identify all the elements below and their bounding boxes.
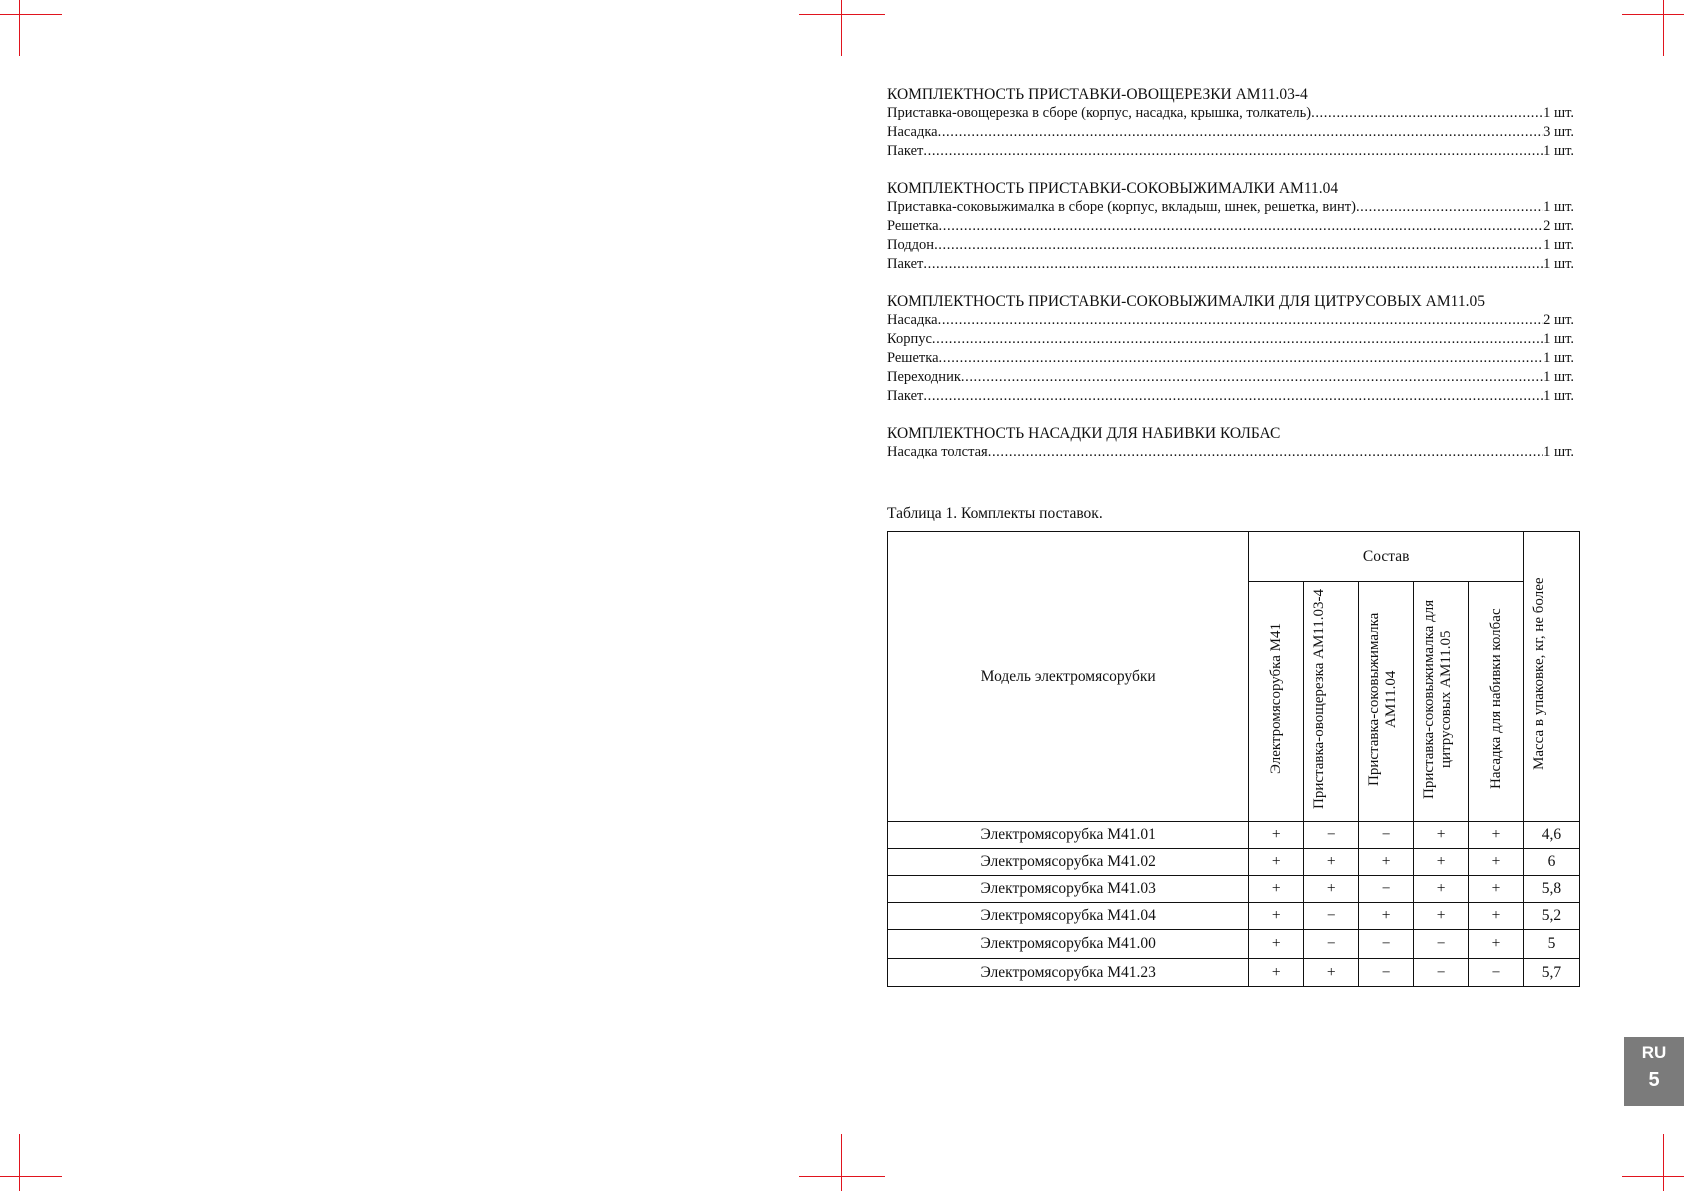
completeness-lists	[887, 85, 1574, 480]
list-item: Поддон ..... 1 шт.	[887, 236, 1574, 255]
section-sausage-nozzle	[887, 424, 1574, 462]
column-header: Приставка-соковыжималка АМ11.04	[1359, 582, 1414, 822]
section-title: КОМПЛЕКТНОСТЬ ПРИСТАВКИ-СОКОВЫЖИМАЛКИ АМ11.04	[887, 180, 1339, 197]
list-item: Пакет ..... 1 шт.	[887, 255, 1574, 274]
section-title: КОМПЛЕКТНОСТЬ ПРИСТАВКИ-ОВОЩЕРЕЗКИ АМ11.03-4	[887, 86, 1308, 103]
column-header: Приставка-овощерезка АМ11.03-4	[1304, 582, 1359, 822]
list-item: Насадка толстая ..... 1 шт.	[887, 443, 1574, 462]
section-title: КОМПЛЕКТНОСТЬ ПРИСТАВКИ-СОКОВЫЖИМАЛКИ ДЛЯ ЦИТРУСОВЫХ АМ11.05	[887, 293, 1485, 310]
page-number: 5	[1648, 1069, 1660, 1091]
table-row: Электромясорубка М41.03 + + − + + 5,8	[888, 876, 1580, 903]
list-item: Решетка ..... 2 шт.	[887, 217, 1574, 236]
page-tab	[1624, 1037, 1684, 1106]
model-header: Модель электромясорубки	[888, 532, 1249, 822]
list-item: Пакет ..... 1 шт.	[887, 387, 1574, 406]
section-vegetable-cutter	[887, 85, 1574, 161]
list-item: Насадка ..... 2 шт.	[887, 311, 1574, 330]
list-item: Корпус ..... 1 шт.	[887, 330, 1574, 349]
section-title: КОМПЛЕКТНОСТЬ НАСАДКИ ДЛЯ НАБИВКИ КОЛБАС	[887, 425, 1281, 442]
column-header: Насадка для набивки колбас	[1469, 582, 1524, 822]
table-row: Электромясорубка М41.23 + + − − − 5,7	[888, 959, 1580, 987]
section-citrus-juicer	[887, 292, 1574, 406]
language-label: RU	[1641, 1043, 1667, 1062]
section-juicer	[887, 179, 1574, 274]
table-row: Электромясорубка М41.00 + − − − + 5	[888, 930, 1580, 959]
list-item: Переходник ..... 1 шт.	[887, 368, 1574, 387]
table-row: Электромясорубка М41.01 + − − + + 4,6	[888, 822, 1580, 849]
table-caption: Таблица 1. Комплекты поставок.	[887, 505, 1103, 522]
list-item: Пакет ..... 1 шт.	[887, 142, 1574, 161]
list-item: Приставка-соковыжималка в сборе (корпус, вкладыш, шнек, решетка, винт) ..... 1 шт.	[887, 198, 1574, 217]
mass-header-cell	[1523, 532, 1579, 822]
composition-header: Состав	[1249, 532, 1524, 582]
table-row: Электромясорубка М41.04 + − + + + 5,2	[888, 903, 1580, 930]
list-item: Насадка ..... 3 шт.	[887, 123, 1574, 142]
list-item: Приставка-овощерезка в сборе (корпус, насадка, крышка, толкатель) ..... 1 шт.	[887, 104, 1574, 123]
mass-header: Масса в упаковке, кг, не более	[1531, 577, 1548, 771]
column-header: Электромясорубка М41	[1249, 582, 1304, 822]
table-row: Электромясорубка М41.02 + + + + + 6	[888, 849, 1580, 876]
list-item: Решетка ..... 1 шт.	[887, 349, 1574, 368]
column-header: Приставка-соковыжималка для цитрусовых АМ11.05	[1414, 582, 1469, 822]
delivery-sets-table	[887, 531, 1580, 987]
